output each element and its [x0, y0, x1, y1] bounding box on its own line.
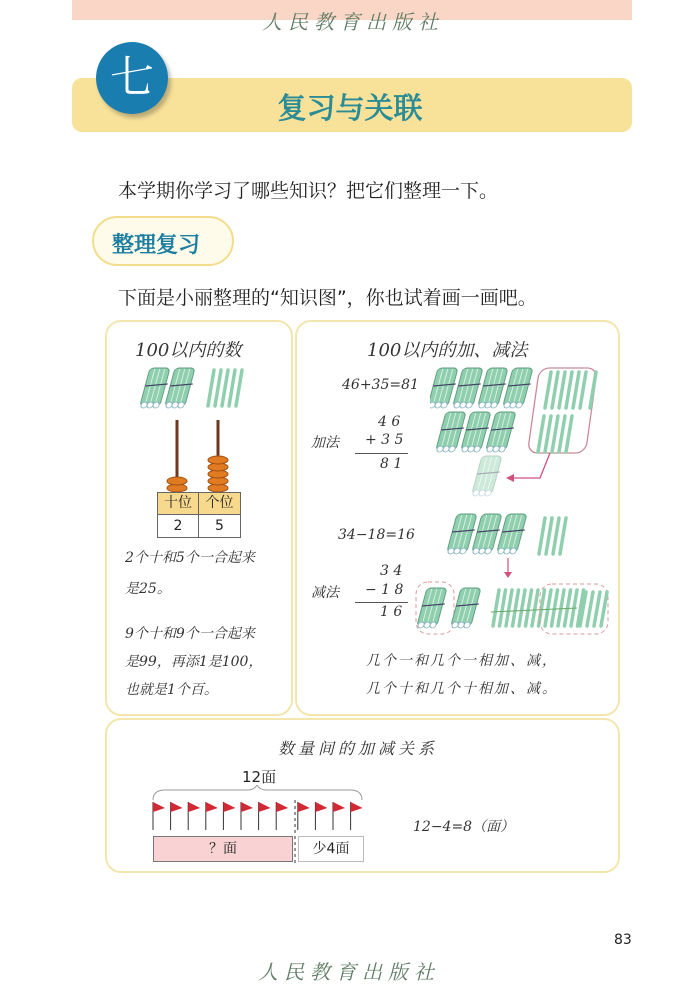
table-header-ones: 个位: [199, 493, 240, 515]
place-value-table: [157, 492, 241, 538]
subtraction-vertical-second: − 1 8: [365, 582, 404, 598]
subtraction-illustration: [415, 512, 610, 637]
numbers-text-line: 也就是1个百。: [125, 682, 218, 698]
flag-icon: [223, 802, 235, 812]
subtraction-vertical-top: 3 4: [380, 563, 403, 579]
flag-icon: [241, 802, 253, 812]
numbers-text-line: 是99，再添1是100，: [125, 654, 263, 670]
single-stick-icon: [580, 372, 586, 408]
single-stick-icon: [573, 372, 579, 408]
single-stick-icon: [215, 370, 221, 406]
abacus-bead: [167, 477, 187, 485]
addition-vertical-second: + 3 5: [365, 432, 404, 448]
single-stick-icon: [519, 590, 525, 626]
single-stick-icon: [493, 590, 499, 626]
addition-rule: [355, 453, 408, 454]
single-stick-icon: [538, 416, 544, 452]
total-brace: [153, 785, 362, 800]
addition-equation: 46+35=81: [342, 377, 419, 393]
panel-add-sub-title: 100以内的加、减法: [367, 340, 528, 361]
single-stick-icon: [539, 590, 545, 626]
unknown-box: ？面: [153, 836, 293, 862]
single-stick-icon: [559, 416, 565, 452]
flag-icon: [206, 802, 218, 812]
page-number: 83: [614, 932, 632, 948]
single-stick-icon: [553, 518, 559, 554]
chapter-number-badge: 七: [96, 42, 168, 114]
intro-text: 本学期你学习了哪些知识？把它们整理一下。: [118, 180, 499, 202]
numbers-text-line: 是25。: [125, 581, 171, 597]
panel-numbers-title: 100以内的数: [135, 340, 242, 361]
numbers-text-line: 9个十和9个一合起来: [125, 626, 255, 642]
relation-equation: 12−4=8（面）: [413, 819, 515, 835]
chapter-title: 复习与关联: [277, 91, 423, 125]
single-stick-icon: [513, 590, 519, 626]
single-stick-icon: [539, 518, 545, 554]
flag-icon: [351, 802, 363, 812]
single-stick-icon: [587, 592, 593, 626]
single-stick-icon: [552, 416, 558, 452]
summary-line: 几个十和几个十相加、减。: [366, 681, 558, 697]
single-stick-icon: [229, 370, 235, 406]
stick-bundle-icon: [485, 412, 518, 452]
stick-bundle-icon: [450, 588, 483, 628]
subtraction-equation: 34−18=16: [338, 527, 415, 543]
stick-bundle-icon: [471, 456, 504, 496]
stick-bundle-icon: [164, 368, 197, 408]
flag-icon: [298, 802, 310, 812]
regroup-arrow: [510, 453, 550, 478]
single-stick-icon: [208, 370, 214, 406]
stick-bundle-icon: [416, 588, 449, 628]
arrow-head-icon: [506, 474, 514, 482]
single-stick-icon: [559, 372, 565, 408]
section-description: 下面是小丽整理的“知识图”，你也试着画一画吧。: [118, 287, 537, 309]
numbers-text-line: 2个十和5个一合起来: [125, 550, 255, 566]
addition-vertical-top: 4 6: [378, 414, 401, 430]
flag-icon: [188, 802, 200, 812]
single-stick-icon: [560, 518, 566, 554]
single-stick-icon: [566, 372, 572, 408]
panel-relation-title: 数量间的加减关系: [278, 739, 439, 758]
arrow-head-icon: [504, 572, 512, 578]
single-stick-icon: [546, 518, 552, 554]
single-stick-icon: [601, 592, 607, 626]
single-stick-icon: [558, 590, 564, 626]
table-header-tens: 十位: [158, 493, 199, 515]
single-stick-icon: [545, 372, 551, 408]
addition-illustration: [430, 364, 605, 499]
single-stick-icon: [506, 590, 512, 626]
publisher-watermark-top: 人民教育出版社: [262, 10, 444, 34]
single-stick-icon: [236, 370, 242, 406]
flag-icon: [276, 802, 288, 812]
publisher-watermark-bottom: 人民教育出版社: [258, 960, 440, 984]
flag-icon: [259, 802, 271, 812]
single-stick-icon: [552, 590, 558, 626]
total-label: 12面: [242, 768, 277, 786]
single-stick-icon: [545, 416, 551, 452]
addition-label: 加法: [311, 435, 339, 451]
flag-icon: [171, 802, 183, 812]
flag-icon: [153, 802, 165, 812]
single-stick-icon: [552, 372, 558, 408]
summary-line: 几个一和几个一相加、减，: [366, 653, 558, 669]
table-value-ones: 5: [215, 518, 224, 534]
single-stick-icon: [545, 590, 551, 626]
stick-bundle-icon: [502, 368, 535, 408]
less-box: 少4面: [298, 836, 364, 862]
sticks-illustration: [140, 364, 250, 412]
abacus-bead: [208, 456, 228, 464]
single-stick-icon: [566, 416, 572, 452]
subtraction-rule: [355, 602, 408, 603]
table-value-tens: 2: [158, 515, 199, 537]
addition-vertical-result: 8 1: [380, 456, 403, 472]
single-stick-icon: [532, 590, 538, 626]
subtraction-vertical-result: 1 6: [380, 604, 403, 620]
flag-icon: [315, 802, 327, 812]
single-stick-icon: [594, 592, 600, 626]
stick-bundle-icon: [496, 514, 529, 554]
single-stick-icon: [500, 590, 506, 626]
section-label: 整理复习: [112, 233, 201, 258]
abacus: [150, 418, 250, 494]
flag-icon: [333, 802, 345, 812]
subtraction-label: 减法: [311, 585, 339, 601]
single-stick-icon: [222, 370, 228, 406]
single-stick-icon: [526, 590, 532, 626]
